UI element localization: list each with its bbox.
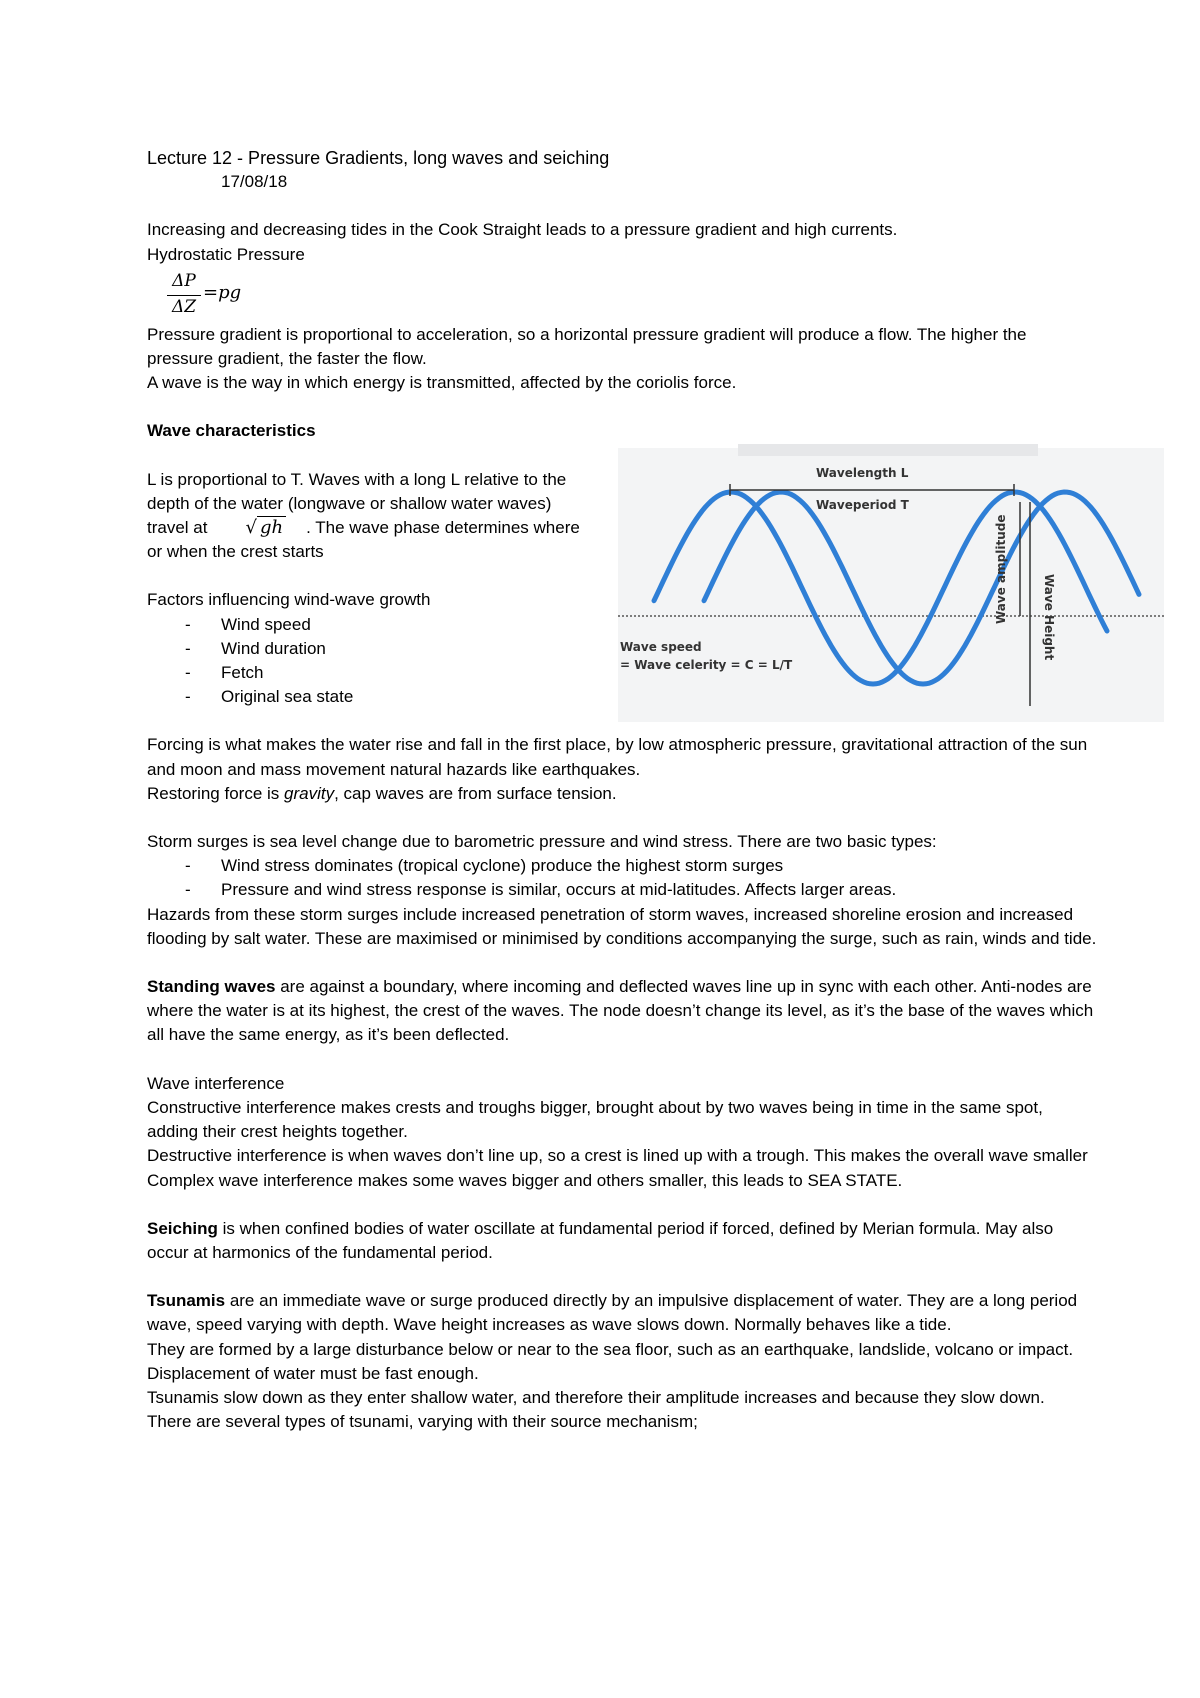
- tsunami-slow-paragraph: Tsunamis slow down as they enter shallow water, and therefore their amplitude increases and because they slow down.: [147, 1387, 1045, 1407]
- hydrostatic-label: Hydrostatic Pressure: [147, 244, 305, 264]
- storm-types-list: [147, 854, 1097, 902]
- wave-diagram: [618, 448, 1164, 722]
- document-date: 17/08/18: [221, 172, 288, 192]
- waveperiod-label: Waveperiod T: [816, 498, 909, 512]
- document-title: Lecture 12 - Pressure Gradients, long waves and seiching: [147, 148, 610, 168]
- destructive-paragraph: Destructive interference is when waves don’t line up, so a crest is lined up with a trough. This makes the overall wave smaller: [147, 1146, 1088, 1166]
- hydrostatic-formula: [167, 267, 1097, 323]
- list-item: - Wind duration: [185, 637, 1097, 661]
- constructive-paragraph: Constructive interference makes crests and troughs bigger, brought about by two waves being in time in the same spot, adding their crest heights together.: [147, 1097, 1043, 1142]
- height-label: Wave Height: [1042, 574, 1056, 661]
- wave-curve-1: [654, 492, 1107, 684]
- list-item: - Original sea state: [185, 685, 1097, 709]
- wave-celerity-label: = Wave celerity = C = L/T: [620, 658, 793, 672]
- complex-paragraph: Complex wave interference makes some waves bigger and others smaller, this leads to SEA STATE.: [147, 1170, 903, 1190]
- wave-speed-label: Wave speed: [620, 640, 702, 654]
- wave-characteristics-paragraph: L is proportional to T. Waves with a long L relative to the depth of the water (longwave or shallow water waves) travel at √ gh . The wave phase determines where or when the crest starts: [147, 469, 580, 562]
- wave-characteristics-heading: Wave characteristics: [147, 421, 316, 441]
- amplitude-label: Wave amplitude: [994, 514, 1008, 624]
- restoring-paragraph: Restoring force is gravity, cap waves are from surface tension.: [147, 783, 617, 803]
- tsunami-types-paragraph: There are several types of tsunami, varying with their source mechanism;: [147, 1412, 698, 1432]
- storm-surge-intro: Storm surges is sea level change due to barometric pressure and wind stress. There are two basic types:: [147, 832, 937, 852]
- wave-diagram-svg: [618, 448, 1164, 722]
- sqrt-gh-formula: √ gh: [245, 516, 286, 540]
- list-item: - Pressure and wind stress response is similar, occurs at mid-latitudes. Affects larger areas.: [185, 878, 1097, 902]
- list-item: - Fetch: [185, 661, 1097, 685]
- tsunami-formed-paragraph: They are formed by a large disturbance below or near to the sea floor, such as an earthquake, landslide, volcano or impact. Displacement of water must be fast enough.: [147, 1339, 1074, 1383]
- seiching-paragraph: Seiching is when confined bodies of water oscillate at fundamental period if forced, defined by Merian formula. May also occur at harmonics of the fundamental period.: [147, 1218, 1054, 1262]
- document-body: [147, 146, 1097, 1434]
- forcing-paragraph: Forcing is what makes the water rise and fall in the first place, by low atmospheric pressure, gravitational attraction of the sun and moon and mass movement natural hazards like earthquakes.: [147, 735, 1088, 779]
- standing-waves-paragraph: Standing waves are against a boundary, where incoming and deflected waves line up in sync with each other. Anti-nodes are where the water is at its highest, the crest of the waves. The node doesn’t change its level, as it’s the base of the waves which all have the same energy, as it’s been deflected.: [147, 977, 1094, 1045]
- tsunamis-paragraph: Tsunamis are an immediate wave or surge produced directly by an impulsive displacement of water. They are a long period wave, speed varying with depth. Wave height increases as wave slows down. Normally behaves like a tide.: [147, 1291, 1078, 1335]
- list-item: - Wind stress dominates (tropical cyclone) produce the highest storm surges: [185, 854, 1097, 878]
- formula-numerator: ΔP: [172, 270, 196, 291]
- wave-paragraph: A wave is the way in which energy is transmitted, affected by the coriolis force.: [147, 373, 737, 393]
- interference-heading: Wave interference: [147, 1073, 285, 1093]
- formula-rhs: =pg: [203, 281, 242, 303]
- factors-heading: Factors influencing wind-wave growth: [147, 590, 431, 610]
- formula-denominator: ΔZ: [171, 296, 197, 317]
- wavelength-label: Wavelength L: [816, 466, 909, 480]
- storm-hazards-paragraph: Hazards from these storm surges include increased penetration of storm waves, increased shoreline erosion and increased flooding by salt water. These are maximised or minimised by conditions accompanying the surge, such as rain, winds and tide.: [147, 904, 1097, 948]
- list-item: - Wind speed: [185, 613, 1097, 637]
- gradient-paragraph: Pressure gradient is proportional to acceleration, so a horizontal pressure gradient will produce a flow. The higher the pressure gradient, the faster the flow.: [147, 324, 1027, 369]
- intro-paragraph: Increasing and decreasing tides in the Cook Straight leads to a pressure gradient and high currents.: [147, 220, 898, 240]
